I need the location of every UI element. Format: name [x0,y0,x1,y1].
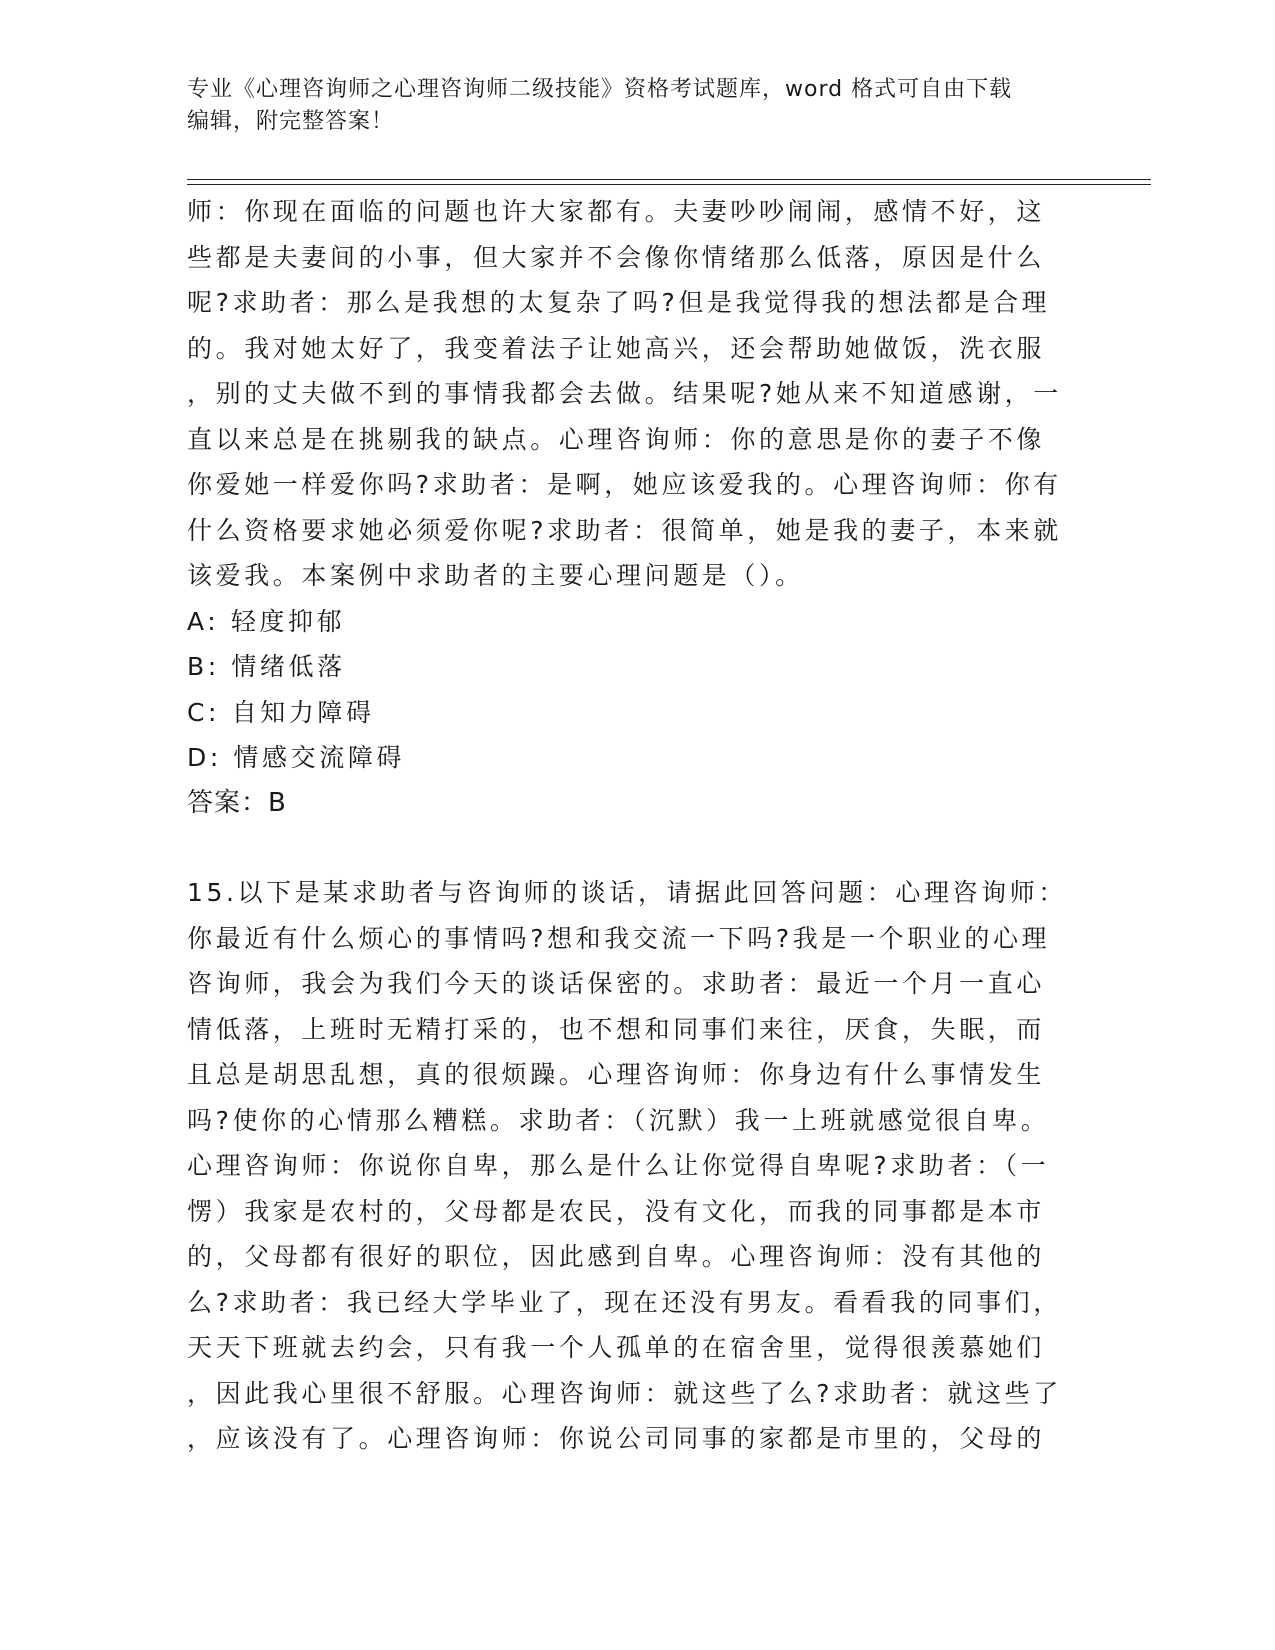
text-line: 直以来总是在挑剔我的缺点。心理咨询师：你的意思是你的妻子不像 [187,424,1046,454]
question-14-text [187,189,1187,599]
text-line: 心理咨询师：你说你自卑，那么是什么让你觉得自卑呢?求助者：（一 [187,1151,1050,1180]
text-line: 愣）我家是农村的，父母都是农民，没有文化，而我的同事都是本市 [187,1196,1046,1226]
text-line: 你最近有什么烦心的事情吗?想和我交流一下吗?我是一个职业的心理 [187,923,1051,953]
option-c: C: 自知力障碍 [187,697,375,727]
option-a: A: 轻度抑郁 [187,606,346,636]
text-line: 吗?使你的心情那么糟糕。求助者：（沉默）我一上班就感觉很自卑。 [187,1105,1050,1135]
header-rule-top [187,179,1151,180]
text-line: 么?求助者：我已经大学毕业了，现在还没有男友。看看我的同事们， [187,1287,1062,1317]
text-line: 你爱她一样爱你吗?求助者：是啊，她应该爱我的。心理咨询师：你有 [187,470,1062,499]
text-line: 呢?求助者：那么是我想的太复杂了吗?但是我觉得我的想法都是合理 [187,288,1051,317]
header-line: 编辑，附完整答案！ [187,109,395,134]
document-header [187,74,1067,138]
option-d: D: 情感交流障碍 [187,743,406,772]
header-line: 专业《心理咨询师之心理咨询师二级技能》资格考试题库，word 格式可自由下载 [187,77,1013,102]
text-line: 15.以下是某求助者与咨询师的谈话，请据此回答问题：心理咨询师： [187,878,1067,907]
text-line: ，别的丈夫做不到的事情我都会去做。结果呢?她从来不知道感谢，一 [187,379,1062,408]
text-line: 咨询师，我会为我们今天的谈话保密的。求助者：最近一个月一直心 [187,969,1046,998]
text-line: 师：你现在面临的问题也许大家都有。夫妻吵吵闹闹，感情不好，这 [187,197,1046,226]
text-line: ，因此我心里很不舒服。心理咨询师：就这些了么?求助者：就这些了 [187,1378,1062,1408]
question-14-answer: 答案：B [187,787,287,818]
header-rule-bottom [187,184,1151,185]
text-line: 的。我对她太好了，我变着法子让她高兴，还会帮助她做饭，洗衣服 [187,333,1046,363]
text-line: 的，父母都有很好的职位，因此感到自卑。心理咨询师：没有其他的 [187,1242,1046,1271]
question-15-text [187,870,1187,1462]
text-line: ，应该没有了。心理咨询师：你说公司同事的家都是市里的，父母的 [187,1424,1046,1453]
question-14-options [187,599,1187,781]
text-line: 天天下班就去约会，只有我一个人孤单的在宿舍里，觉得很羡慕她们 [187,1333,1046,1362]
text-line: 且总是胡思乱想，真的很烦躁。心理咨询师：你身边有什么事情发生 [187,1060,1046,1089]
document-body [187,189,1187,1462]
text-line: 情低落，上班时无精打采的，也不想和同事们来往，厌食，失眠，而 [187,1014,1046,1044]
text-line: 该爱我。本案例中求助者的主要心理问题是（）。 [187,561,804,590]
text-line: 什么资格要求她必须爱你呢?求助者：很简单，她是我的妻子，本来就 [187,515,1062,545]
option-b: B: 情绪低落 [187,652,346,681]
text-line: 些都是夫妻间的小事，但大家并不会像你情绪那么低落，原因是什么 [187,242,1046,272]
